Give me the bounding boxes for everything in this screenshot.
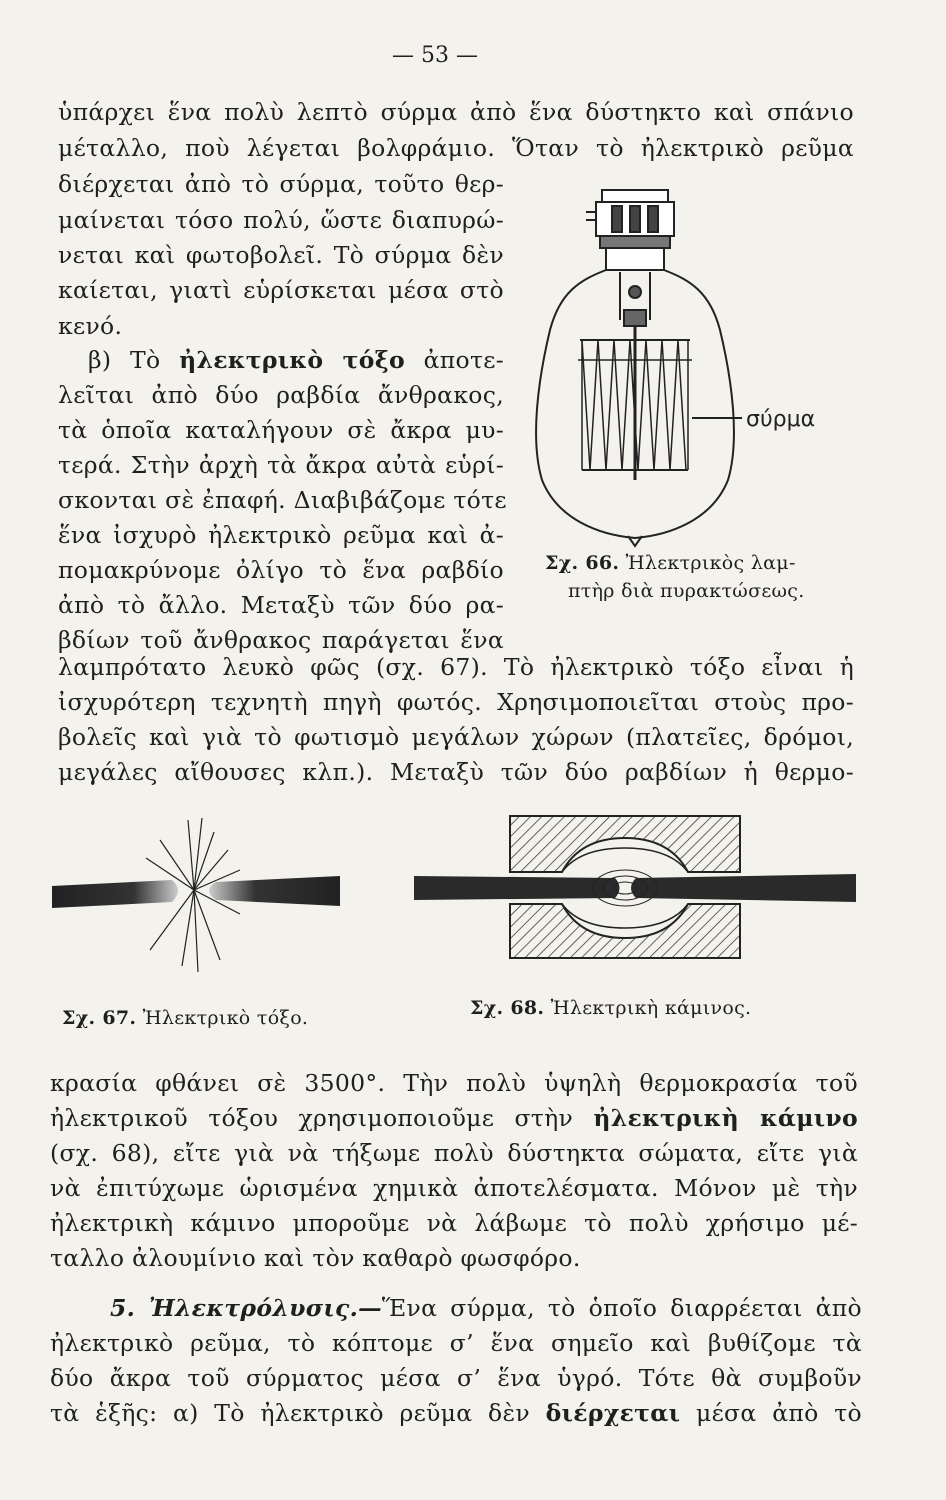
page-number: — 53 —	[392, 43, 478, 68]
text-line: δύο ἄκρα τοῦ σύρματος μέσα σ’ ἕνα ὑγρό. Τότε θὰ συμβοῦν	[50, 1364, 862, 1392]
bold-term: διέρχεται	[545, 1399, 681, 1427]
figure-66-caption-line2: πτὴρ διὰ πυρακτώσεως.	[568, 580, 805, 602]
text-line: ἠλεκτρικὴ κάμινο μποροῦμε νὰ λάβωμε τὸ πολὺ χρήσιμο μέ-	[50, 1209, 858, 1237]
text-line: κρασία φθάνει σὲ 3500°. Τὴν πολὺ ὑψηλὴ θερμοκρασία τοῦ	[50, 1069, 858, 1097]
text-line: βδίων τοῦ ἄνθρακος παράγεται ἕνα	[58, 626, 504, 654]
text-line: μέταλλο, ποὺ λέγεται βολφράμιο. Ὅταν τὸ ἠλεκτρικὸ ρεῦμα	[58, 134, 854, 162]
electric-arc-illustration	[50, 810, 350, 990]
text-line: τὰ ἑξῆς: α) Τὸ ἠλεκτρικὸ ρεῦμα δὲν διέρχεται μέσα ἀπὸ τὸ	[50, 1399, 862, 1427]
text-line: λαμπρότατο λευκὸ φῶς (σχ. 67). Τὸ ἠλεκτρικὸ τόξο εἶναι ἡ	[58, 653, 854, 681]
text-line: ἕνα ἰσχυρὸ ἠλεκτρικὸ ρεῦμα καὶ ἀ-	[58, 521, 504, 549]
text-line: ἠλεκτρικὸ ρεῦμα, τὸ κόπτομε σ’ ἕνα σημεῖο καὶ βυθίζομε τὰ	[50, 1329, 862, 1357]
text-line: ὑπάρχει ἕνα πολὺ λεπτὸ σύρμα ἀπὸ ἕνα δύστηκτο καὶ σπάνιο	[58, 98, 854, 126]
text-line: ἠλεκτρικοῦ τόξου χρησιμοποιοῦμε στὴν ἠλεκτρικὴ κάμινο	[50, 1104, 858, 1132]
text-line: σκονται σὲ ἐπαφή. Διαβιβάζομε τότε	[58, 486, 507, 514]
filament-label: σύρμα	[746, 407, 816, 432]
text-line: (σχ. 68), εἴτε γιὰ νὰ τήξωμε πολὺ δύστηκτα σώματα, εἴτε γιὰ	[50, 1139, 858, 1167]
text-line: ταλλο ἀλουμίνιο καὶ τὸν καθαρὸ φωσφόρο.	[50, 1244, 581, 1272]
text-line: διέρχεται ἀπὸ τὸ σύρμα, τοῦτο θερ-	[58, 170, 504, 198]
text-line: κενό.	[58, 312, 123, 340]
text-line: πομακρύνομε ὀλίγο τὸ ἕνα ραβδίο	[58, 556, 504, 584]
bold-term: ἠλεκτρικὸ τόξο	[179, 346, 405, 374]
text-line: νὰ ἐπιτύχωμε ὡρισμένα χημικὰ ἀποτελέσματα. Μόνον μὲ τὴν	[50, 1174, 858, 1202]
text-line: β) Τὸ ἠλεκτρικὸ τόξο ἀποτε-	[88, 346, 504, 374]
text-line: 5. Ἠλεκτρόλυσις.—Ἕνα σύρμα, τὸ ὁποῖο διαρρέεται ἀπὸ	[110, 1294, 862, 1322]
figure-66-caption: Σχ. 66. Ἠλεκτρικὸς λαμ-	[545, 552, 796, 574]
text-line: καίεται, γιατὶ εὑρίσκεται μέσα στὸ	[58, 276, 504, 304]
bold-term: ἠλεκτρικὴ κάμινο	[593, 1104, 858, 1132]
text-line: ἰσχυρότερη τεχνητὴ πηγὴ φωτός. Χρησιμοποιεῖται στοὺς προ-	[58, 688, 854, 716]
text-line: λεῖται ἀπὸ δύο ραβδία ἄνθρακος,	[58, 381, 504, 409]
text-line: μεγάλες αἴθουσες κλπ.). Μεταξὺ τῶν δύο ραβδίων ἡ θερμο-	[58, 758, 854, 786]
lamp-illustration	[520, 180, 880, 550]
text-line: τὰ ὁποῖα καταλήγουν σὲ ἄκρα μυ-	[58, 416, 504, 444]
text-line: βολεῖς καὶ γιὰ τὸ φωτισμὸ μεγάλων χώρων (πλατεῖες, δρόμοι,	[58, 723, 854, 751]
figure-68-caption: Σχ. 68. Ἠλεκτρικὴ κάμινος.	[470, 997, 752, 1019]
section-heading: 5. Ἠλεκτρόλυσις.—	[110, 1294, 382, 1322]
text-line: τερά. Στὴν ἀρχὴ τὰ ἄκρα αὐτὰ εὑρί-	[58, 451, 504, 479]
text-line: μαίνεται τόσο πολύ, ὥστε διαπυρώ-	[58, 206, 504, 234]
electric-furnace-illustration	[410, 812, 870, 992]
text-line: νεται καὶ φωτοβολεῖ. Τὸ σύρμα δὲν	[58, 241, 504, 269]
text-line: ἀπὸ τὸ ἄλλο. Μεταξὺ τῶν δύο ρα-	[58, 591, 504, 619]
figure-67-caption: Σχ. 67. Ἠλεκτρικὸ τόξο.	[62, 1007, 309, 1029]
